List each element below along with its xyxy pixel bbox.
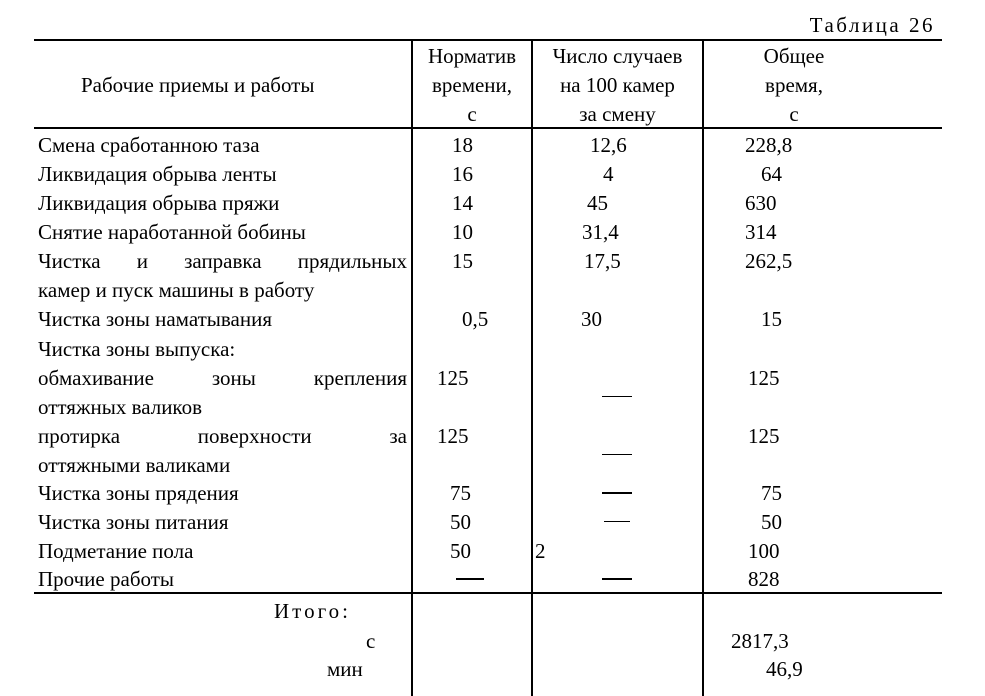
row-total: 64 (761, 162, 782, 186)
header-count-line2: на 100 камер (560, 73, 675, 97)
row-norm: 125 (437, 366, 469, 390)
row-count: 30 (581, 307, 602, 331)
row-total: 50 (761, 510, 782, 534)
row-norm: 16 (452, 162, 473, 186)
row-name: Подметание пола (38, 539, 194, 563)
row-total: 828 (748, 567, 780, 591)
totals-unit-minutes: мин (327, 657, 363, 681)
header-norm-line3: с (467, 102, 477, 126)
row-count: 4 (603, 162, 614, 186)
row-total: 100 (748, 539, 780, 563)
row-name: Прочие работы (38, 567, 175, 591)
row-count-dash (604, 521, 630, 522)
row-total: 228,8 (745, 133, 793, 157)
row-norm-dash (456, 578, 484, 580)
header-norm-line1: Норматив (427, 44, 517, 68)
row-name: Чистка зоны прядения (38, 481, 239, 505)
row-total: 75 (761, 481, 782, 505)
row-norm: 18 (452, 133, 473, 157)
row-norm: 14 (452, 191, 473, 215)
row-norm: 50 (450, 539, 471, 563)
row-name: Чистка зоны питания (38, 510, 229, 534)
header-count-line1: Число случаев (552, 44, 683, 68)
row-name: Ликвидация обрыва ленты (38, 162, 277, 186)
col-divider-1 (411, 39, 413, 696)
row-name: Чистка зоны наматывания (38, 307, 272, 331)
row-total: 314 (745, 220, 777, 244)
row-count: 12,6 (590, 133, 627, 157)
header-norm (413, 42, 531, 129)
top-rule (34, 39, 942, 41)
row-name-continued: оттяжными валиками (38, 453, 231, 477)
row-norm: 0,5 (462, 307, 489, 331)
row-norm: 50 (450, 510, 471, 534)
row-name: Снятие наработанной бобины (38, 220, 306, 244)
totals-value-seconds: 2817,3 (731, 629, 789, 653)
row-name: Чистка и заправка прядильных (38, 249, 407, 273)
header-norm-line2: времени, (431, 73, 513, 97)
table-caption: Таблица 26 (809, 13, 935, 37)
row-norm: 125 (437, 424, 469, 448)
totals-rule (34, 592, 942, 594)
row-total: 15 (761, 307, 782, 331)
header-count-line3: за смену (579, 102, 656, 126)
row-total: 630 (745, 191, 777, 215)
row-norm: 10 (452, 220, 473, 244)
col-divider-2 (531, 39, 533, 696)
header-work-operations: Рабочие приемы и работы (81, 73, 315, 97)
row-name: Смена сработанною таза (38, 133, 260, 157)
row-section-heading: Чистка зоны выпуска: (38, 337, 236, 361)
header-total (742, 42, 846, 129)
row-name: Ликвидация обрыва пряжи (38, 191, 280, 215)
row-name: протирка поверхности за (38, 424, 407, 448)
header-count (533, 42, 702, 129)
row-count: 2 (535, 539, 546, 563)
header-total-line2: время, (765, 73, 823, 97)
row-count: 17,5 (584, 249, 621, 273)
totals-value-minutes: 46,9 (766, 657, 803, 681)
row-total: 125 (748, 366, 780, 390)
row-total: 125 (748, 424, 780, 448)
row-count-dash (602, 396, 632, 397)
totals-label: Итого: (274, 599, 351, 623)
row-count: 45 (587, 191, 608, 215)
row-total: 262,5 (745, 249, 793, 273)
col-divider-3 (702, 39, 704, 696)
header-total-line3: с (789, 102, 799, 126)
row-name-continued: камер и пуск машины в работу (38, 278, 315, 302)
totals-unit-seconds: с (366, 629, 376, 653)
row-count-dash (602, 492, 632, 494)
row-count-dash (602, 578, 632, 580)
row-count-dash (602, 454, 632, 455)
row-name-continued: оттяжных валиков (38, 395, 202, 419)
row-norm: 15 (452, 249, 473, 273)
row-norm: 75 (450, 481, 471, 505)
row-name: обмахивание зоны крепления (38, 366, 407, 390)
header-total-line1: Общее (763, 44, 825, 68)
row-count: 31,4 (582, 220, 619, 244)
